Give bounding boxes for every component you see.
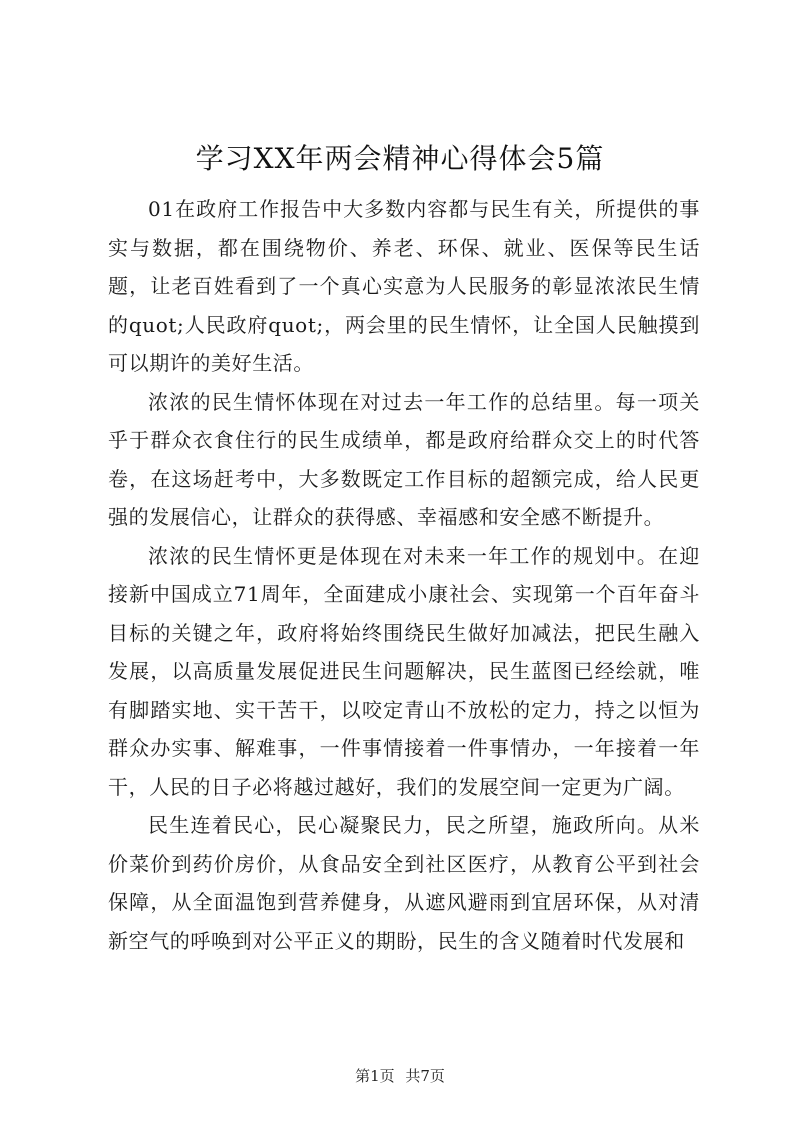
- document-body: [108, 190, 700, 960]
- document-title: 学习XX年两会精神心得体会5篇: [195, 142, 605, 175]
- paragraph-4: 民生连着民心，民心凝聚民力，民之所望，施政所向。从米价菜价到药价房价，从食品安全到社区医疗，从教育公平到社会保障，从全面温饱到营养健身，从遮风避雨到宜居环保，从对清新空气的呼唤到对公平正义的期盼，民生的含义随着时代发展和: [108, 813, 700, 953]
- paragraph-2: 浓浓的民生情怀体现在对过去一年工作的总结里。每一项关乎于群众衣食住行的民生成绩单，都是政府给群众交上的时代答卷，在这场赶考中，大多数既定工作目标的超额完成，给人民更强的发展信心，让群众的获得感、幸福感和安全感不断提升。: [108, 389, 700, 529]
- paragraph-1: 01在政府工作报告中大多数内容都与民生有关，所提供的事实与数据，都在围绕物价、养老、环保、就业、医保等民生话题，让老百姓看到了一个真心实意为人民服务的彰显浓浓民生情的quot;人民政府quot;，两会里的民生情怀，让全国人民触摸到可以期许的美好生活。: [108, 197, 700, 375]
- paragraph-3: 浓浓的民生情怀更是体现在对未来一年工作的规划中。在迎接新中国成立71周年，全面建成小康社会、实现第一个百年奋斗目标的关键之年，政府将始终围绕民生做好加减法，把民生融入发展，以高质量发展促进民生问题解决，民生蓝图已经绘就，唯有脚踏实地、实干苦干，以咬定青山不放松的定力，持之以恒为群众办实事、解难事，一件事情接着一件事情办，一年接着一年干，人民的日子必将越过越好，我们的发展空间一定更为广阔。: [108, 543, 700, 799]
- page-footer: [0, 1066, 800, 1086]
- page-number: 第1页: [355, 1067, 395, 1085]
- page-total: 共7页: [405, 1067, 445, 1085]
